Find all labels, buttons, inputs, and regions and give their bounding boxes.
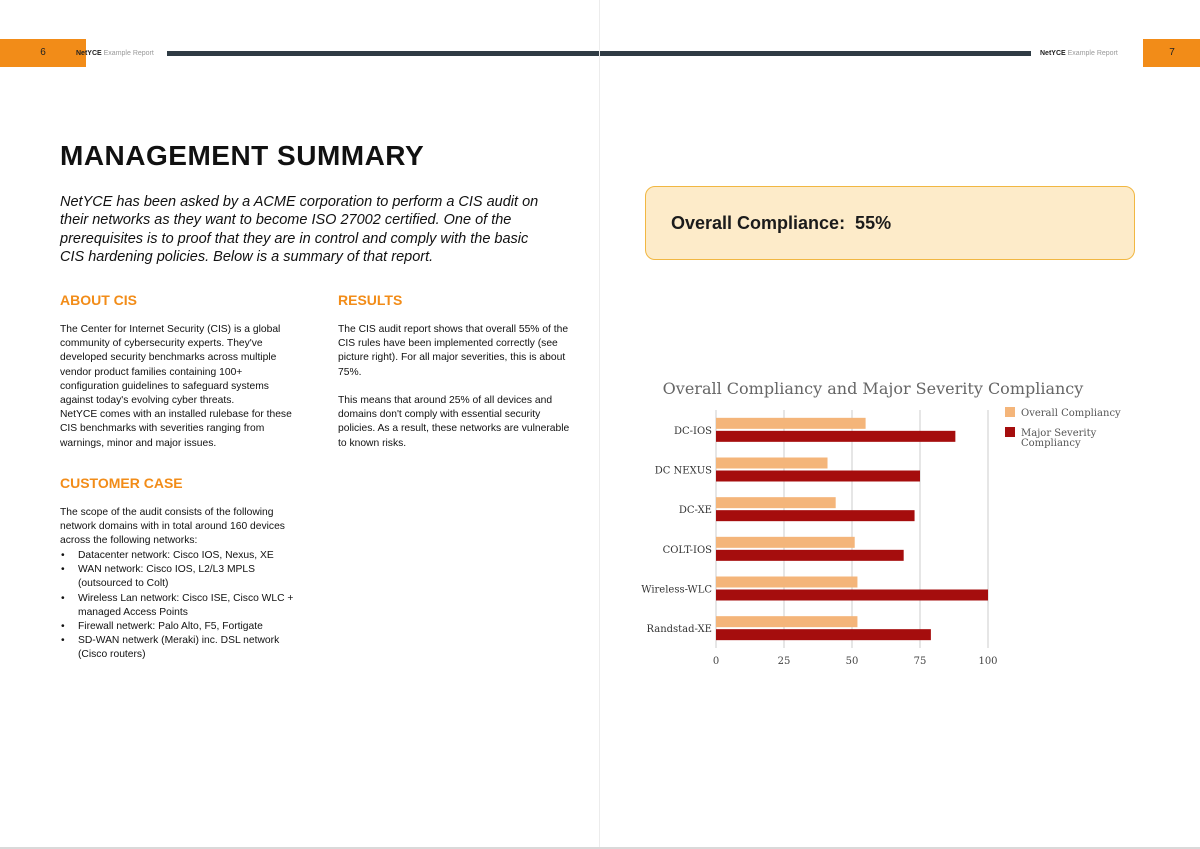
x-tick-label: 100 <box>978 656 998 667</box>
legend-swatch <box>1005 427 1015 437</box>
list-item: • Datacenter network: Cisco IOS, Nexus, XE <box>60 549 300 563</box>
legend-label: Overall Compliancy <box>1021 408 1121 419</box>
network-list <box>60 549 300 663</box>
chart-title: Overall Compliancy and Major Severity Compliancy <box>662 379 1084 398</box>
overall-compliance-label: Overall Compliance: 55% <box>671 213 892 233</box>
header-brand-right <box>1040 49 1118 59</box>
legend-swatch <box>1005 407 1015 417</box>
list-item: • Firewall netwerk: Palo Alto, F5, Fortigate <box>60 620 300 634</box>
about-cis-text: The Center for Internet Security (CIS) is a global community of cybersecurity experts. They've developed security benchmarks across multiple vendor product families containing 100+ configuration guidelines to safeguard systems against today's evolving cyber threats. NetYCE comes with an installed rulebase for these CIS benchmarks with severities ranging from warnings, minor and major issues. <box>60 324 292 449</box>
customer-case-heading: CUSTOMER CASE <box>60 475 183 491</box>
category-label: Randstad-XE <box>646 624 712 636</box>
chart-category-labels <box>641 426 712 635</box>
brand-name: NetYCE <box>1040 50 1066 57</box>
x-tick-label: 0 <box>712 656 720 667</box>
results-text-1: The CIS audit report shows that overall 55% of the CIS rules have been implemented correctly (see picture right). For all major severities, this is about 75%. <box>338 324 569 378</box>
x-tick-label: 75 <box>913 656 927 667</box>
bar-overall <box>716 497 836 508</box>
chart-legend <box>1005 407 1121 449</box>
list-item: • SD-WAN netwerk (Meraki) inc. DSL network (Cisco routers) <box>60 634 300 662</box>
results-heading: RESULTS <box>338 292 403 308</box>
brand-name: NetYCE <box>76 50 102 57</box>
brand-subtitle: Example Report <box>1067 50 1118 57</box>
bar-major <box>716 550 904 561</box>
page-title: MANAGEMENT SUMMARY <box>60 140 425 171</box>
legend-label: Major Severity <box>1021 428 1097 439</box>
legend-label: Compliancy <box>1021 438 1081 449</box>
x-tick-label: 25 <box>777 656 791 667</box>
bar-overall <box>716 418 866 429</box>
list-item: • WAN network: Cisco IOS, L2/L3 MPLS (outsourced to Colt) <box>60 563 300 591</box>
category-label: Wireless-WLC <box>641 584 712 596</box>
bar-overall <box>716 616 857 627</box>
compliance-bar-chart <box>640 370 1140 680</box>
list-item: • Wireless Lan network: Cisco ISE, Cisco WLC + managed Access Points <box>60 592 300 620</box>
bar-overall <box>716 537 855 548</box>
bar-major <box>716 590 988 601</box>
left-page-number: 6 <box>0 39 86 67</box>
bar-overall <box>716 458 828 469</box>
results-text-2: This means that around 25% of all devices and domains don't comply with essential security policies. As a result, these networks are vulnerable to known risks. <box>338 395 570 449</box>
bar-major <box>716 510 915 521</box>
bar-overall <box>716 577 857 588</box>
right-page-number: 7 <box>1143 39 1200 67</box>
bar-major <box>716 471 920 482</box>
category-label: DC NEXUS <box>654 465 712 477</box>
about-cis-heading: ABOUT CIS <box>60 292 137 308</box>
bar-major <box>716 629 931 640</box>
category-label: DC-XE <box>678 505 712 517</box>
intro-paragraph: NetYCE has been asked by a ACME corporation to perform a CIS audit on their networks as they want to become ISO 27002 certified. One of the prerequisites is to proof that they are in control and comply with the basic CIS hardening policies. Below is a summary of that report. <box>60 194 539 265</box>
customer-case-text: The scope of the audit consists of the following network domains with in total around 160 devices across the following networks: <box>60 507 285 547</box>
brand-subtitle: Example Report <box>103 50 154 57</box>
chart-x-tick-labels <box>713 656 998 667</box>
x-tick-label: 50 <box>845 656 859 667</box>
overall-compliance-callout <box>645 186 1135 260</box>
category-label: DC-IOS <box>673 425 712 437</box>
chart-grid <box>716 410 988 648</box>
page-spread-divider <box>599 0 600 849</box>
bar-major <box>716 431 955 442</box>
header-brand-left <box>76 49 154 59</box>
category-label: COLT-IOS <box>662 544 712 556</box>
